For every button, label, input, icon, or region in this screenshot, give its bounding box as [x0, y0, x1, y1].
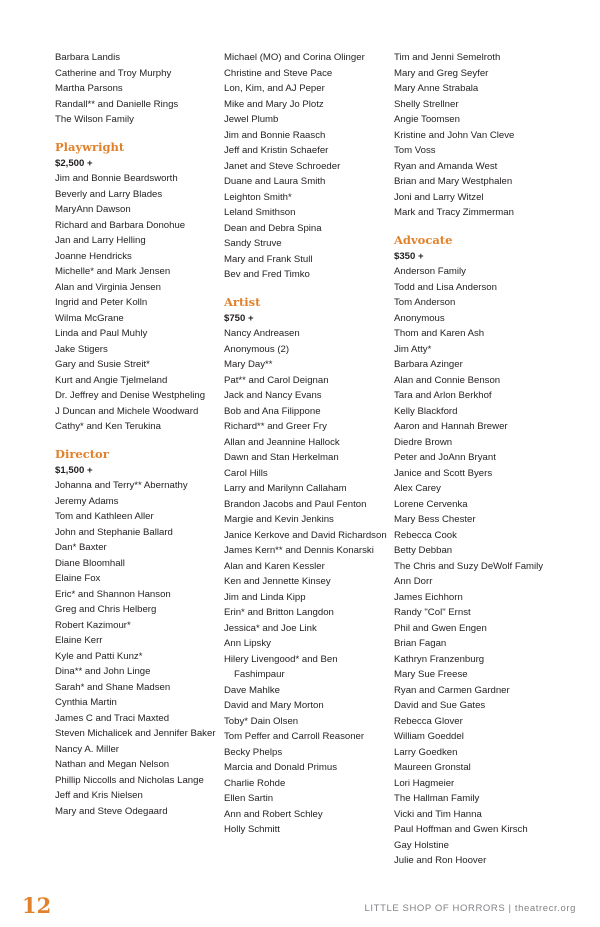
donor-name: Alan and Connie Benson [394, 374, 501, 386]
donor-name: Anonymous [394, 312, 445, 324]
donor-name: Brian and Mary Westphalen [394, 176, 513, 187]
donor-name: Angie Toomsen [394, 114, 460, 125]
donor-name: Tom Voss [394, 145, 436, 156]
donor-name: Martha Parsons [55, 83, 123, 94]
donor-name: Holly Schmitt [224, 824, 280, 835]
donor-name: William Goeddel [394, 731, 464, 742]
donor-name: Jan and Larry Helling [55, 235, 146, 246]
donor-name: Janice Kerkove and David Richardson [224, 529, 387, 541]
donor-name: Larry and Marilynn Callaham [224, 483, 347, 494]
donor-name: Randy "Col" Ernst [394, 607, 471, 618]
donor-name: Becky Phelps [224, 746, 283, 758]
donor-name: Robert Kazimour* [55, 619, 131, 631]
donor-name: Jim and Bonnie Beardsworth [55, 173, 178, 184]
donor-name: Christine and Steve Pace [224, 67, 333, 79]
donor-name: Nathan and Megan Nelson [55, 759, 170, 770]
donor-name: Rebecca Glover [394, 715, 463, 727]
donor-name: Larry Goedken [394, 746, 458, 758]
donor-name: James C and Traci Maxted [55, 712, 170, 724]
donor-name: Linda and Paul Muhly [55, 328, 148, 339]
footer-title: LITTLE SHOP OF HORRORS | theatrecr.org [364, 903, 576, 914]
donor-name: Ingrid and Peter Kolln [55, 297, 148, 308]
donor-name: Phillip Niccolls and Nicholas Lange [55, 774, 204, 786]
donor-name: Nancy Andreasen [224, 328, 300, 339]
donor-name: Hilery Livengood* and Ben Fashimpaur [224, 653, 338, 680]
giving-level: $350 + [394, 250, 424, 262]
donor-name: Margie and Kevin Jenkins [224, 514, 334, 525]
donor-name: Tom Peffer and Carroll Reasoner [224, 731, 365, 742]
donor-name: Leland Smithson [224, 207, 296, 218]
donor-name: Maureen Gronstal [394, 762, 471, 773]
donor-name: Jeff and Kristin Schaefer [224, 145, 329, 156]
donor-name: Jewel Plumb [224, 114, 279, 125]
donor-name: Mary and Greg Seyfer [394, 67, 489, 79]
donor-name: Erin* and Britton Langdon [224, 607, 334, 618]
donor-column-3 [394, 50, 559, 869]
donor-name: Beverly and Larry Blades [55, 188, 163, 200]
donor-name: Gay Holstine [394, 839, 449, 851]
donor-name: Mary and Frank Stull [224, 253, 313, 265]
donor-name: Dr. Jeffrey and Denise Westpheling [55, 390, 206, 401]
donor-name: Mary Sue Freese [394, 669, 468, 680]
donor-name: Vicki and Tim Hanna [394, 808, 482, 820]
donor-name: Brandon Jacobs and Paul Fenton [224, 498, 367, 510]
donor-name: Jim and Linda Kipp [224, 591, 306, 603]
donor-name: Ann Lipsky [224, 638, 271, 649]
giving-level: $1,500 + [55, 464, 93, 476]
donor-name: Barbara Landis [55, 52, 121, 63]
donor-name: Wilma McGrane [55, 312, 124, 324]
donor-name: Catherine and Troy Murphy [55, 67, 172, 79]
donor-name: Diane Bloomhall [55, 557, 125, 569]
donor-name: The Chris and Suzy DeWolf Family [394, 560, 544, 572]
donor-name: Eric* and Shannon Hanson [55, 588, 171, 600]
donor-name: Pat** and Carol Deignan [224, 374, 329, 386]
donor-name: Mary Anne Strabala [394, 83, 479, 94]
donor-name: David and Sue Gates [394, 700, 486, 711]
donor-name: Greg and Chris Helberg [55, 604, 157, 615]
donor-name: Jack and Nancy Evans [224, 390, 322, 401]
donor-name: Randall** and Danielle Rings [55, 98, 179, 110]
giving-level: $2,500 + [55, 157, 93, 169]
donor-name: Tara and Arlon Berkhof [394, 390, 492, 401]
section-title: Director [55, 446, 109, 461]
donor-name: Anonymous (2) [224, 343, 290, 355]
donor-name: Kathryn Franzenburg [394, 653, 485, 665]
donor-name: Charlie Rohde [224, 777, 286, 789]
donor-name: Mark and Tracy Zimmerman [394, 207, 514, 218]
donor-name: Jake Stigers [55, 343, 108, 355]
donor-name: Brian Fagan [394, 638, 447, 649]
donor-name: Jeff and Kris Nielsen [55, 790, 143, 801]
donor-name: Alan and Karen Kessler [224, 560, 325, 572]
donor-name: Alan and Virginia Jensen [55, 281, 161, 293]
donor-name: Nancy A. Miller [55, 743, 119, 755]
donor-name: Todd and Lisa Anderson [394, 281, 497, 293]
donor-name: Michael (MO) and Corina Olinger [224, 52, 365, 63]
donor-name: Phil and Gwen Engen [394, 622, 487, 634]
donor-name: Ann and Robert Schley [224, 808, 323, 820]
donor-name: Diedre Brown [394, 436, 453, 448]
donor-name: Tom and Kathleen Aller [55, 511, 154, 522]
donor-name: Kristine and John Van Cleve [394, 129, 515, 141]
donor-name: Sarah* and Shane Madsen [55, 681, 171, 693]
donor-name: Ryan and Amanda West [394, 160, 498, 172]
donor-name: Gary and Susie Streit* [55, 359, 150, 370]
giving-level: $750 + [224, 312, 254, 324]
section-title: Playwright [55, 139, 125, 154]
donor-name: Richard** and Greer Fry [224, 421, 327, 432]
donor-name: Barbara Azinger [394, 359, 463, 370]
donor-name: Joanne Hendricks [55, 250, 132, 262]
donor-name: Anderson Family [394, 266, 466, 277]
donor-name: Sandy Struve [224, 238, 282, 249]
donor-name: Bob and Ana Filippone [224, 405, 321, 417]
donor-name: Mary and Steve Odegaard [55, 805, 168, 817]
donor-name: J Duncan and Michele Woodward [55, 405, 199, 417]
donor-name: Dina** and John Linge [55, 666, 151, 677]
donor-name: Richard and Barbara Donohue [55, 219, 186, 231]
donor-name: Ann Dorr [394, 576, 433, 587]
donor-column-2 [224, 50, 389, 838]
donor-name: Cathy* and Ken Terukina [55, 421, 161, 432]
section-title: Advocate [394, 232, 453, 247]
donor-name: The Wilson Family [55, 114, 134, 125]
donor-name: Kyle and Patti Kunz* [55, 650, 143, 662]
donor-name: Betty Debban [394, 545, 453, 556]
donor-name: Rebecca Cook [394, 529, 457, 541]
donor-name: James Eichhorn [394, 591, 463, 603]
donor-column-1 [55, 50, 220, 819]
donor-name: Kelly Blackford [394, 405, 458, 417]
donor-name: Kurt and Angie Tjelmeland [55, 374, 168, 386]
donor-name: Jeremy Adams [55, 495, 119, 507]
donor-name: Shelly Strellner [394, 98, 459, 110]
donor-name: Toby* Dain Olsen [224, 715, 299, 727]
page-number: 12 [22, 893, 52, 918]
donor-name: Mary Bess Chester [394, 514, 476, 525]
donor-name: Janice and Scott Byers [394, 467, 493, 479]
donor-name: Carol Hills [224, 467, 268, 479]
donor-name: Jim Atty* [394, 343, 432, 355]
donor-name: Michelle* and Mark Jensen [55, 266, 171, 277]
donor-name: Ryan and Carmen Gardner [394, 684, 510, 696]
donor-name: John and Stephanie Ballard [55, 526, 173, 538]
donor-name: Julie and Ron Hoover [394, 855, 487, 866]
donor-name: Tim and Jenni Semelroth [394, 52, 501, 63]
donor-name: Dave Mahlke [224, 684, 280, 696]
donor-name: David and Mary Morton [224, 700, 324, 711]
donor-name: Tom Anderson [394, 297, 456, 308]
donor-name: Mary Day** [224, 359, 273, 370]
donor-name: Paul Hoffman and Gwen Kirsch [394, 824, 528, 835]
donor-name: Dean and Debra Spina [224, 222, 322, 234]
section-title: Artist [224, 294, 261, 309]
donor-name: Elaine Fox [55, 573, 101, 584]
donor-name: Lorene Cervenka [394, 498, 468, 510]
donor-name: Lori Hagmeier [394, 777, 455, 789]
donor-name: Bev and Fred Timko [224, 269, 310, 280]
donor-name: Mike and Mary Jo Plotz [224, 98, 324, 110]
donor-name: Lon, Kim, and AJ Peper [224, 83, 325, 94]
donor-name: Joni and Larry Witzel [394, 191, 484, 203]
donor-name: Elaine Kerr [55, 635, 103, 646]
donor-name: Dawn and Stan Herkelman [224, 452, 339, 463]
donor-name: Aaron and Hannah Brewer [394, 421, 508, 432]
donor-name: Duane and Laura Smith [224, 176, 326, 187]
donor-name: Thom and Karen Ash [394, 328, 485, 339]
donor-name: Ellen Sartin [224, 793, 274, 804]
donor-name: Jessica* and Joe Link [224, 622, 317, 634]
donor-name: Jim and Bonnie Raasch [224, 129, 326, 141]
donor-name: Cynthia Martin [55, 697, 117, 708]
donor-name: Leighton Smith* [224, 191, 292, 203]
donor-name: Ken and Jennette Kinsey [224, 576, 331, 587]
donor-name: Alex Carey [394, 483, 441, 494]
donor-name: James Kern** and Dennis Konarski [224, 545, 374, 556]
donor-name: Allan and Jeannine Hallock [224, 436, 340, 448]
donor-name: The Hallman Family [394, 793, 480, 804]
donor-name: Steven Michalicek and Jennifer Baker [55, 728, 216, 739]
donor-name: Marcia and Donald Primus [224, 762, 338, 773]
donor-name: Johanna and Terry** Abernathy [55, 480, 188, 491]
donor-name: Dan* Baxter [55, 542, 107, 553]
donor-name: Janet and Steve Schroeder [224, 160, 341, 172]
donor-name: MaryAnn Dawson [55, 204, 131, 215]
donor-name: Peter and JoAnn Bryant [394, 452, 496, 463]
